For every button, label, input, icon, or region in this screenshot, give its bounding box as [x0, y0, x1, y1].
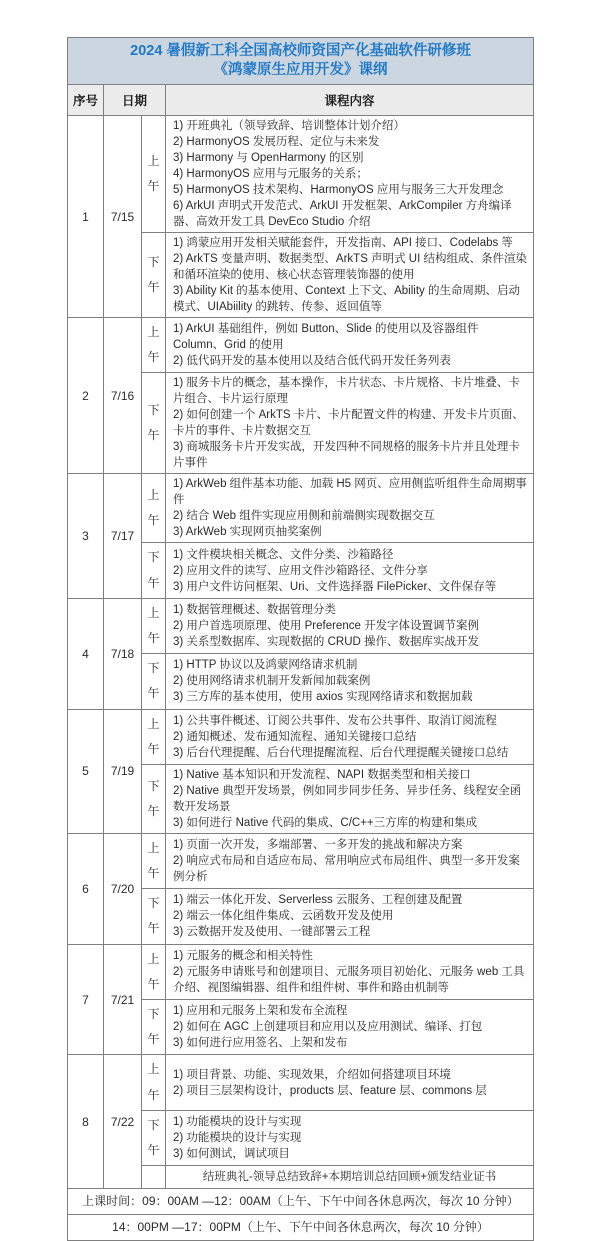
- session-label-empty: [142, 1166, 166, 1189]
- session-label-am: 上午: [142, 116, 166, 233]
- course-item: 1) 数据管理概述、数据管理分类: [173, 603, 336, 616]
- course-item: 6) ArkUI 声明式开发范式、ArkUI 开发框架、ArkCompiler 方舟编译器、高效开发工具 DevEco Studio 介绍: [173, 200, 512, 228]
- session-label-pm: 下午: [142, 373, 166, 474]
- row-date: 7/17: [104, 474, 142, 598]
- course-item: 1) 鸿蒙应用开发相关赋能套件，开发指南、API 接口、Codelabs 等: [173, 237, 513, 249]
- row-date: 7/16: [104, 318, 142, 474]
- row-number: 2: [68, 318, 104, 474]
- session-content-pm: [166, 233, 534, 318]
- session-content-pm: [166, 764, 534, 833]
- session-label-am: 上午: [142, 318, 166, 373]
- course-item: 2) 应用文件的读写、应用文件沙箱路径、文件分享: [173, 564, 428, 577]
- session-content-am: [166, 944, 534, 999]
- session-content-pm: [166, 889, 534, 944]
- course-item: 3) 如何测试，调试项目: [173, 1147, 290, 1160]
- course-item: 3) Ability Kit 的基本使用、Context 上下文、Ability 的生命周期、启动模式、UIAbiility 的跳转、传参、返回值等: [173, 285, 520, 313]
- course-item: 1) HTTP 协议以及鸿蒙网络请求机制: [173, 659, 358, 672]
- course-item: 4) HarmonyOS 应用与元服务的关系；: [173, 168, 368, 180]
- session-label-pm: 下午: [142, 654, 166, 709]
- session-content-pm: [166, 373, 534, 474]
- row-date: 7/20: [104, 833, 142, 944]
- course-item: 2) Native 典型开发场景，例如同步同步任务、异步任务、线程安全函数开发场景: [173, 784, 522, 813]
- session-label-am: 上午: [142, 474, 166, 543]
- row-number: 3: [68, 474, 104, 598]
- course-item: 3) 用户文件访问框架、Uri、文件选择器 FilePicker、文件保存等: [173, 580, 497, 593]
- session-content-am: [166, 116, 534, 233]
- row-date: 7/19: [104, 709, 142, 833]
- schedule-note-afternoon: 14：00PM —17：00PM（上午、下午中间各休息两次，每次 10 分钟）: [68, 1215, 534, 1241]
- session-label-am: 上午: [142, 709, 166, 764]
- course-item: 1) 项目背景、功能、实现效果，介绍如何搭建项目环境: [173, 1068, 451, 1081]
- session-content-am: [166, 709, 534, 764]
- course-item: 3) Harmony 与 OpenHarmony 的区别: [173, 152, 364, 164]
- course-item: 2) 用户首选项原理、使用 Preference 开发字体设置调节案例: [173, 619, 480, 632]
- course-item: 2) ArkTS 变量声明、数据类型、ArkTS 声明式 UI 结构组成、条件渲染和循环渲染的使用、核心状态管理装饰器的使用: [173, 253, 527, 281]
- row-number: 7: [68, 944, 104, 1055]
- session-content-pm: [166, 1000, 534, 1055]
- course-item: 1) Native 基本知识和开发流程、NAPI 数据类型和相关接口: [173, 768, 471, 781]
- row-date: 7/22: [104, 1055, 142, 1189]
- course-item: 3) 云数据开发及使用、一键部署云工程: [173, 926, 371, 939]
- course-item: 2) 端云一体化组件集成、云函数开发及使用: [173, 910, 394, 923]
- session-content-am: [166, 474, 534, 543]
- session-content-pm: [166, 654, 534, 709]
- syllabus-table: [67, 37, 534, 1241]
- col-header-no: 序号: [68, 85, 104, 116]
- course-item: 1) 元服务的概念和相关特性: [173, 949, 313, 962]
- course-item: 3) 后台代理提醒、后台代理提醒流程、后台代理提醒关键接口总结: [173, 746, 509, 759]
- session-content-am: [166, 598, 534, 653]
- session-label-pm: 下午: [142, 1000, 166, 1055]
- session-label-am: 上午: [142, 944, 166, 999]
- page-title-line1: 2024 暑假新工科全国高校师资国产化基础软件研修班: [130, 43, 471, 59]
- row-date: 7/18: [104, 598, 142, 709]
- session-content-am: [166, 833, 534, 888]
- course-item: 3) 商城服务卡片开发实战，开发四种不同规格的服务卡片并且处理卡片事件: [173, 441, 520, 470]
- course-item: 1) ArkWeb 组件基本功能、加载 H5 网页、应用侧监听组件生命周期事件: [173, 478, 527, 507]
- session-content-pm: [166, 543, 534, 598]
- course-item: 1) 开班典礼（领导致辞、培训整体计划介绍）: [173, 120, 405, 132]
- session-label-am: 上午: [142, 598, 166, 653]
- course-item: 2) 低代码开发的基本使用以及结合低代码开发任务列表: [173, 355, 451, 368]
- col-header-content: 课程内容: [166, 85, 534, 116]
- course-item: 1) 服务卡片的概念，基本操作，卡片状态、卡片规格、卡片堆叠、卡片组合、卡片运行原理: [173, 377, 520, 406]
- course-item: 3) 关系型数据库、实现数据的 CRUD 操作、数据库实战开发: [173, 635, 480, 648]
- course-item: 1) 公共事件概述、订阅公共事件、发布公共事件、取消订阅流程: [173, 714, 497, 727]
- session-content-pm: [166, 1110, 534, 1165]
- course-item: 1) 功能模块的设计与实现: [173, 1115, 302, 1128]
- row-date: 7/15: [104, 116, 142, 318]
- course-item: 2) 如何在 AGC 上创建项目和应用以及应用测试、编译、打包: [173, 1021, 483, 1034]
- session-label-pm: 下午: [142, 1110, 166, 1165]
- closing-note: 结班典礼-领导总结致辞+本期培训总结回顾+颁发结业证书: [166, 1166, 534, 1189]
- course-item: 2) 项目三层架构设计，products 层、feature 层、commons 层: [173, 1084, 487, 1097]
- page-title-line2: 《鸿蒙原生应用开发》课纲: [213, 62, 388, 78]
- course-item: 3) 如何进行 Native 代码的集成、C/C++三方库的构建和集成: [173, 816, 478, 829]
- row-number: 5: [68, 709, 104, 833]
- session-content-am: [166, 318, 534, 373]
- session-label-pm: 下午: [142, 543, 166, 598]
- row-number: 6: [68, 833, 104, 944]
- course-item: 2) 使用网络请求机制开发新闻加载案例: [173, 675, 371, 688]
- course-item: 1) ArkUI 基础组件，例如 Button、Slide 的使用以及容器组件 Column、Grid 的使用: [173, 323, 479, 352]
- course-item: 3) 如何进行应用签名、上架和发布: [173, 1037, 348, 1050]
- session-label-pm: 下午: [142, 764, 166, 833]
- course-item: 1) 文件模块相关概念、文件分类、沙箱路径: [173, 548, 394, 561]
- course-item: 5) HarmonyOS 技术架构、HarmonyOS 应用与服务三大开发理念: [173, 184, 504, 196]
- row-number: 4: [68, 598, 104, 709]
- course-item: 3) 三方库的基本使用，使用 axios 实现网络请求和数据加载: [173, 691, 473, 704]
- course-item: 1) 页面一次开发，多端部署、一多开发的挑战和解决方案: [173, 839, 463, 852]
- course-item: 1) 端云一体化开发、Serverless 云服务、工程创建及配置: [173, 894, 463, 907]
- session-label-pm: 下午: [142, 233, 166, 318]
- course-item: 2) 功能模块的设计与实现: [173, 1131, 302, 1144]
- course-item: 2) 响应式布局和自适应布局、常用响应式布局组件、典型一多开发案例分析: [173, 855, 520, 884]
- course-item: 2) HarmonyOS 发展历程、定位与未来发: [173, 136, 380, 148]
- course-item: 2) 元服务申请账号和创建项目、元服务项目初始化、元服务 web 工具介绍、视图编辑器、组件和组件树、事件和路由机制等: [173, 965, 525, 994]
- course-item: 1) 应用和元服务上架和发布全流程: [173, 1005, 348, 1018]
- row-number: 1: [68, 116, 104, 318]
- session-label-am: 上午: [142, 1055, 166, 1110]
- session-content-am: [166, 1055, 534, 1110]
- row-number: 8: [68, 1055, 104, 1189]
- session-label-am: 上午: [142, 833, 166, 888]
- course-item: 2) 如何创建一个 ArkTS 卡片、卡片配置文件的构建、开发卡片页面、卡片的事件、卡片数据交互: [173, 409, 524, 438]
- col-header-date: 日期: [104, 85, 166, 116]
- session-label-pm: 下午: [142, 889, 166, 944]
- row-date: 7/21: [104, 944, 142, 1055]
- course-item: 2) 结合 Web 组件实现应用侧和前端侧实现数据交互: [173, 510, 435, 523]
- schedule-note-morning: 上课时间：09：00AM —12：00AM（上午、下午中间各休息两次，每次 10 分钟）: [68, 1189, 534, 1215]
- course-item: 2) 通知概述、发布通知流程、通知关键接口总结: [173, 730, 417, 743]
- course-item: 3) ArkWeb 实现网页抽奖案例: [173, 526, 322, 539]
- document-title: [68, 38, 534, 85]
